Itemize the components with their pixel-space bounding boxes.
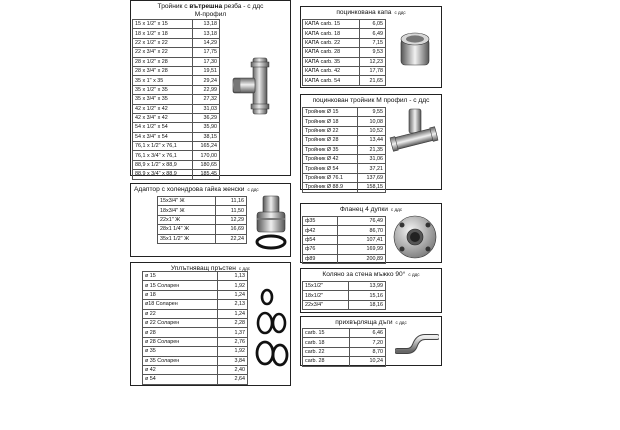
price: 170,00	[192, 151, 219, 160]
product-name: 22 x 3/4" x 22	[133, 48, 193, 57]
price: 12,23	[359, 57, 385, 66]
price: 31,06	[358, 154, 386, 163]
product-name: Тройник Ø 18	[303, 117, 358, 126]
elbow-wall-title: Коляно за стена мъжко 90° с ддс	[322, 271, 420, 278]
tee-threaded-title: Тройник с вътрешна резба - с ддс	[157, 3, 264, 10]
table-row	[303, 245, 386, 254]
flange-panel	[300, 203, 442, 263]
product-name: 22x1" Ж	[158, 215, 216, 224]
product-name: 88,9 x 1/2" x 88,9	[133, 160, 193, 169]
price: 11,16	[215, 197, 246, 206]
product-name: КАПА carb. 54	[303, 76, 360, 85]
product-name: 15 x 1/2" x 15	[133, 20, 193, 29]
table-row	[303, 117, 386, 126]
price: 13,44	[358, 136, 386, 145]
table-row	[143, 272, 248, 281]
adapter-table	[157, 196, 247, 244]
product-name: 15x1/2"	[303, 282, 349, 291]
price: 31,03	[192, 104, 219, 113]
product-name: Тройник Ø 76.1	[303, 173, 358, 182]
price: 1,92	[218, 281, 248, 290]
price: 27,32	[192, 95, 219, 104]
price: 9,55	[358, 108, 386, 117]
table-row	[133, 142, 220, 151]
product-name: ф42	[303, 226, 338, 235]
table-row	[303, 183, 386, 192]
table-row	[303, 235, 386, 244]
table-row	[303, 108, 386, 117]
product-name: 54 x 3/4" x 54	[133, 132, 193, 141]
table-row	[133, 151, 220, 160]
table-row	[133, 104, 220, 113]
table-row	[303, 145, 386, 154]
product-name: 18 x 1/2" x 18	[133, 29, 193, 38]
product-name: КАПА carb. 42	[303, 66, 360, 75]
product-name: ф54	[303, 235, 338, 244]
price: 1,24	[218, 309, 248, 318]
product-name: ø 28 Соларен	[143, 337, 218, 346]
product-name: Тройник Ø 35	[303, 145, 358, 154]
table-row	[133, 132, 220, 141]
table-row	[303, 347, 386, 356]
price: 15,16	[349, 291, 386, 300]
product-name: ø 22 Соларен	[143, 318, 218, 327]
flange-image	[391, 214, 439, 260]
price: 17,75	[192, 48, 219, 57]
price: 21,65	[359, 76, 385, 85]
product-name: 35 x 3/4" x 35	[133, 95, 193, 104]
table-row	[303, 300, 386, 309]
crossover-bend-image	[395, 331, 439, 357]
product-name: ø 15 Соларен	[143, 281, 218, 290]
seal-rings-image	[253, 287, 289, 371]
product-name: 76,1 x 3/4" x 76,1	[133, 151, 193, 160]
price: 21,35	[358, 145, 386, 154]
table-row	[133, 20, 220, 29]
price: 17,30	[192, 57, 219, 66]
product-name: 18x1/2"	[303, 291, 349, 300]
price: 13,99	[349, 282, 386, 291]
product-name: КАПА carb. 35	[303, 57, 360, 66]
table-row	[158, 234, 247, 243]
product-name: ф35	[303, 217, 338, 226]
price: 1,13	[218, 272, 248, 281]
crossover-table	[302, 328, 386, 367]
price: 10,08	[358, 117, 386, 126]
price: 137,69	[358, 173, 386, 182]
table-row	[303, 126, 386, 135]
table-row	[133, 57, 220, 66]
price: 158,15	[358, 183, 386, 192]
table-row	[303, 66, 386, 75]
price: 2,64	[218, 375, 248, 384]
table-row	[143, 347, 248, 356]
price: 1,92	[218, 347, 248, 356]
price: 8,70	[350, 347, 386, 356]
table-row	[143, 337, 248, 346]
price: 1,24	[218, 290, 248, 299]
table-row	[133, 170, 220, 179]
table-row	[303, 48, 386, 57]
price: 200,89	[337, 254, 385, 263]
price: 22,99	[192, 85, 219, 94]
product-name: ø 35	[143, 347, 218, 356]
product-name: КАПА carb. 15	[303, 20, 360, 29]
table-row	[303, 338, 386, 347]
price: 37,21	[358, 164, 386, 173]
crossover-panel	[300, 316, 442, 366]
price: 19,51	[192, 66, 219, 75]
price: 1,37	[218, 328, 248, 337]
price: 9,53	[359, 48, 385, 57]
price: 14,29	[192, 38, 219, 47]
adapter-image	[251, 194, 291, 254]
product-name: 22 x 1/2" x 22	[133, 38, 193, 47]
product-name: КАПА carb. 18	[303, 29, 360, 38]
elbow-wall-panel	[300, 268, 442, 313]
product-name: Тройник Ø 54	[303, 164, 358, 173]
price: 86,70	[337, 226, 385, 235]
product-name: carb. 28	[303, 357, 350, 366]
table-row	[303, 282, 386, 291]
cap-image	[393, 27, 438, 72]
table-row	[143, 300, 248, 309]
threaded-tee-image	[231, 56, 286, 116]
flange-title: Фланец 4 дупки с ддс	[339, 206, 403, 213]
galv-tee-image	[389, 107, 439, 155]
table-row	[158, 197, 247, 206]
table-row	[143, 365, 248, 374]
tee-galv-title: поцинкован тройник М профил - с ддс	[312, 97, 430, 104]
product-name: ø 18	[143, 290, 218, 299]
price: 2,13	[218, 300, 248, 309]
product-name: 28 x 1/2" x 28	[133, 57, 193, 66]
price: 6,46	[350, 329, 386, 338]
table-row	[303, 329, 386, 338]
table-row	[158, 206, 247, 215]
product-name: ф89	[303, 254, 338, 263]
price: 3,84	[218, 356, 248, 365]
product-name: КАПА carb. 28	[303, 48, 360, 57]
adapter-title: Адаптор с холендрова гайка женски с ддс	[134, 186, 259, 193]
product-name: 22x3/4"	[303, 300, 349, 309]
table-row	[303, 20, 386, 29]
product-name: ø 42	[143, 365, 218, 374]
table-row	[143, 290, 248, 299]
table-row	[303, 217, 386, 226]
product-name: Тройник Ø 88.9	[303, 183, 358, 192]
product-name: ф76	[303, 245, 338, 254]
product-name: ø 15	[143, 272, 218, 281]
tee-threaded-panel	[130, 0, 291, 176]
product-name: 76,1 x 1/2" x 76,1	[133, 142, 193, 151]
table-row	[303, 136, 386, 145]
table-row	[143, 309, 248, 318]
price: 36,29	[192, 113, 219, 122]
product-name: КАПА carb. 22	[303, 38, 360, 47]
product-name: ø 35 Соларен	[143, 356, 218, 365]
table-row	[133, 66, 220, 75]
product-name: 42 x 1/2" x 42	[133, 104, 193, 113]
price: 7,20	[350, 338, 386, 347]
tee-threaded-table	[132, 19, 220, 180]
table-row	[143, 328, 248, 337]
table-row	[303, 254, 386, 263]
table-row	[133, 29, 220, 38]
flange-table	[302, 216, 386, 264]
table-row	[303, 226, 386, 235]
product-name: 15x3/4" Ж	[158, 197, 216, 206]
table-row	[143, 318, 248, 327]
price: 18,16	[349, 300, 386, 309]
price: 10,24	[350, 357, 386, 366]
cap-table	[302, 19, 386, 86]
seal-panel	[130, 262, 291, 386]
table-row	[303, 173, 386, 182]
table-row	[158, 215, 247, 224]
table-row	[143, 281, 248, 290]
tee-galv-table	[302, 107, 386, 193]
price: 38,15	[192, 132, 219, 141]
product-name: carb. 22	[303, 347, 350, 356]
product-name: 35 x 1/2" x 35	[133, 85, 193, 94]
product-name: ø 54	[143, 375, 218, 384]
product-name: carb. 18	[303, 338, 350, 347]
price: 13,18	[192, 20, 219, 29]
seal-table	[142, 271, 248, 385]
price: 180,65	[192, 160, 219, 169]
crossover-title: прихвърляща дъги с ддс	[335, 319, 407, 326]
price: 12,29	[215, 215, 246, 224]
product-name: Тройник Ø 15	[303, 108, 358, 117]
seal-title: Уплътняващ пръстен с ддс	[170, 265, 251, 272]
elbow-wall-table	[302, 281, 386, 310]
price: 6,49	[359, 29, 385, 38]
product-name: Тройник Ø 42	[303, 154, 358, 163]
table-row	[133, 160, 220, 169]
price: 16,69	[215, 225, 246, 234]
price: 2,76	[218, 337, 248, 346]
price: 107,41	[337, 235, 385, 244]
product-name: 35x1 1/2" Ж	[158, 234, 216, 243]
table-row	[303, 154, 386, 163]
table-row	[303, 38, 386, 47]
product-name: 28 x 3/4" x 28	[133, 66, 193, 75]
product-name: 88,9 x 3/4" x 88,9	[133, 170, 193, 179]
table-row	[303, 164, 386, 173]
price: 76,49	[337, 217, 385, 226]
price: 29,24	[192, 76, 219, 85]
table-row	[158, 225, 247, 234]
price: 165,24	[192, 142, 219, 151]
price: 2,28	[218, 318, 248, 327]
price: 6,05	[359, 20, 385, 29]
price: 2,40	[218, 365, 248, 374]
table-row	[303, 76, 386, 85]
price: 7,15	[359, 38, 385, 47]
cap-panel	[300, 6, 442, 88]
product-name: 18x3/4" Ж	[158, 206, 216, 215]
table-row	[133, 123, 220, 132]
table-row	[133, 38, 220, 47]
table-row	[303, 357, 386, 366]
product-name: carb. 15	[303, 329, 350, 338]
product-name: ø 28	[143, 328, 218, 337]
price: 17,78	[359, 66, 385, 75]
product-name: Тройник Ø 22	[303, 126, 358, 135]
product-name: 42 x 3/4" x 42	[133, 113, 193, 122]
price: 10,52	[358, 126, 386, 135]
adapter-panel	[130, 183, 291, 257]
price: 35,90	[192, 123, 219, 132]
price: 185,45	[192, 170, 219, 179]
price: 169,99	[337, 245, 385, 254]
cap-title: поцинкована капа с ддс	[336, 9, 406, 16]
product-name: ø 22	[143, 309, 218, 318]
price: 11,50	[215, 206, 246, 215]
product-name: 28x1 1/4" Ж	[158, 225, 216, 234]
table-row	[143, 356, 248, 365]
product-name: 54 x 1/2" x 54	[133, 123, 193, 132]
product-name: 35 x 1" x 35	[133, 76, 193, 85]
product-name: ø18 Соларен	[143, 300, 218, 309]
price: 22,24	[215, 234, 246, 243]
table-row	[133, 85, 220, 94]
table-row	[303, 291, 386, 300]
tee-galv-panel	[300, 94, 442, 190]
table-row	[133, 48, 220, 57]
table-row	[303, 29, 386, 38]
table-row	[133, 76, 220, 85]
table-row	[133, 95, 220, 104]
tee-threaded-subtitle: M-профил	[194, 11, 227, 18]
product-name: Тройник Ø 28	[303, 136, 358, 145]
table-row	[143, 375, 248, 384]
price: 13,18	[192, 29, 219, 38]
table-row	[303, 57, 386, 66]
table-row	[133, 113, 220, 122]
